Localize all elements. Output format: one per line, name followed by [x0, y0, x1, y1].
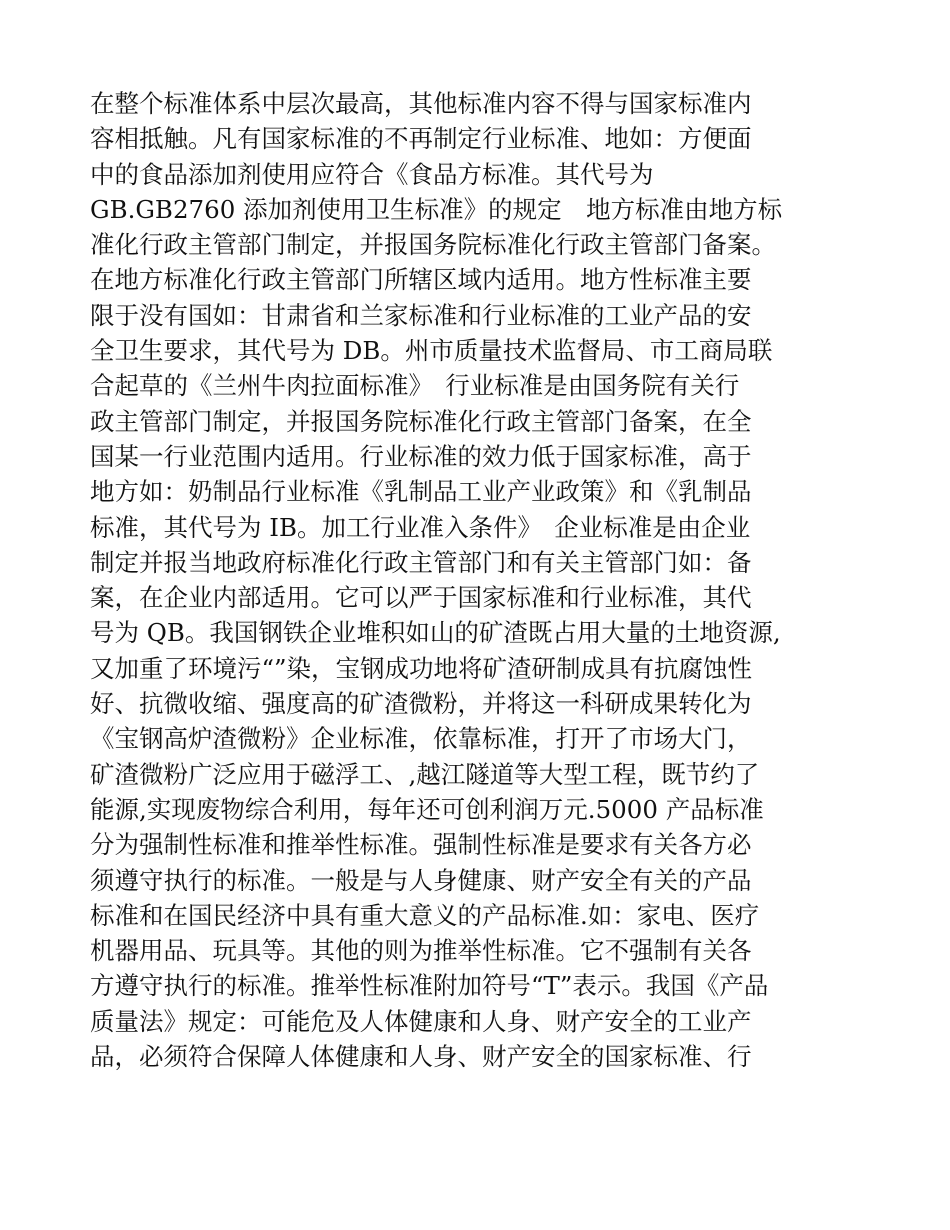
text-line: 好、抗微收缩、强度高的矿渣微粉，并将这一科研成果转化为	[90, 689, 752, 719]
text-line: 须遵守执行的标准。一般是与人身健康、财产安全有关的产品	[90, 865, 752, 895]
text-line: 制定并报当地政府标准化行政主管部门和有关主管部门如：备	[90, 547, 752, 577]
text-line: 全卫生要求，其代号为 DB。州市质量技术监督局、市工商局联	[90, 336, 773, 366]
text-line: 准化行政主管部门制定，并报国务院标准化行政主管部门备案。	[90, 230, 776, 260]
text-line: 地方如：奶制品行业标准《乳制品工业产业政策》和《乳制品	[90, 477, 752, 507]
text-line: 中的食品添加剂使用应符合《食品方标准。其代号为	[90, 159, 654, 189]
text-line: GB.GB2760 添加剂使用卫生标准》的规定 地方标准由地方标	[90, 194, 783, 224]
text-line: 分为强制性标准和推举性标准。强制性标准是要求有关各方必	[90, 830, 752, 860]
text-line: 品，必须符合保障人体健康和人身、财产安全的国家标准、行	[90, 1042, 752, 1072]
text-line: 容相抵触。凡有国家标准的不再制定行业标准、地如：方便面	[90, 124, 752, 154]
text-line: 矿渣微粉广泛应用于磁浮工、,越江隧道等大型工程，既节约了	[90, 759, 760, 789]
text-line: 又加重了环境污“”染，宝钢成功地将矿渣研制成具有抗腐蚀性	[90, 653, 753, 683]
text-line: 合起草的《兰州牛肉拉面标准》 行业标准是由国务院有关行	[90, 371, 740, 401]
text-line: 《宝钢高炉渣微粉》企业标准，依靠标准，打开了市场大门，	[90, 724, 752, 754]
text-line: 标准，其代号为 IB。加工行业准入条件》 企业标准是由企业	[90, 512, 751, 542]
text-line: 政主管部门制定，并报国务院标准化行政主管部门备案，在全	[90, 406, 752, 436]
text-line: 国某一行业范围内适用。行业标准的效力低于国家标准，高于	[90, 441, 752, 471]
text-line: 号为 QB。我国钢铁企业堆积如山的矿渣既占用大量的土地资源,	[90, 618, 781, 648]
text-line: 质量法》规定：可能危及人体健康和人身、财产安全的工业产	[90, 1006, 752, 1036]
body-text	[90, 86, 870, 1074]
text-line: 方遵守执行的标准。推举性标准附加符号“T”表示。我国《产品	[90, 971, 769, 1001]
text-line: 能源,实现废物综合利用，每年还可创利润万元.5000 产品标准	[90, 794, 764, 824]
text-line: 标准和在国民经济中具有重大意义的产品标准.如：家电、医疗	[90, 900, 760, 930]
text-line: 案，在企业内部适用。它可以严于国家标准和行业标准，其代	[90, 583, 752, 613]
text-line: 在地方标准化行政主管部门所辖区域内适用。地方性标准主要	[90, 265, 752, 295]
text-line: 限于没有国如：甘肃省和兰家标准和行业标准的工业产品的安	[90, 300, 752, 330]
text-line: 在整个标准体系中层次最高，其他标准内容不得与国家标准内	[90, 89, 752, 118]
text-line: 机器用品、玩具等。其他的则为推举性标准。它不强制有关各	[90, 936, 752, 966]
